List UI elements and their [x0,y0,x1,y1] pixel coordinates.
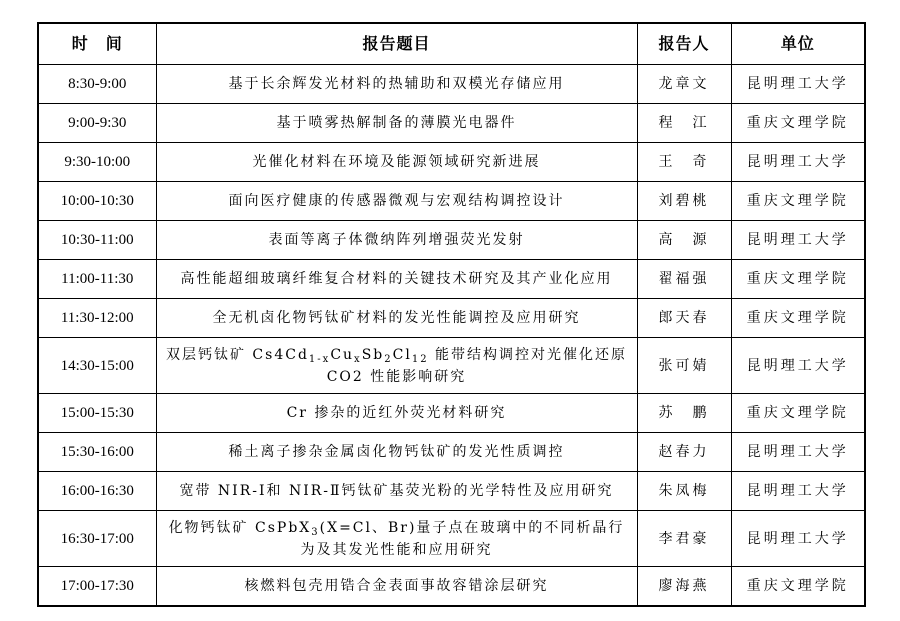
speaker-cell: 刘碧桃 [637,182,731,221]
speaker-cell: 高 源 [637,221,731,260]
table-row [38,260,865,299]
time-cell: 11:00-11:30 [38,260,156,299]
org-cell: 昆明理工大学 [731,338,865,394]
org-cell: 昆明理工大学 [731,433,865,472]
table-row [38,104,865,143]
time-cell: 10:30-11:00 [38,221,156,260]
title-text: Sb [361,346,385,363]
subscript: 1-x [308,353,331,365]
table-row [38,65,865,104]
header-org: 单位 [731,23,865,65]
title-text: Cu [330,346,355,363]
title-text: (X=Cl、Br)量子点在玻璃中的不同析晶行为及其发光性能和应用研究 [300,519,625,558]
table-row [38,299,865,338]
title-text: 双层钙钛矿 Cs4Cd [165,346,309,363]
org-cell: 重庆文理学院 [731,567,865,607]
table-row [38,338,865,394]
time-cell: 9:00-9:30 [38,104,156,143]
time-cell: 11:30-12:00 [38,299,156,338]
header-title: 报告题目 [156,23,637,65]
speaker-cell: 王 奇 [637,143,731,182]
speaker-cell: 程 江 [637,104,731,143]
speaker-cell: 翟福强 [637,260,731,299]
org-cell: 昆明理工大学 [731,143,865,182]
org-cell: 昆明理工大学 [731,221,865,260]
time-cell: 10:00-10:30 [38,182,156,221]
speaker-cell: 张可婧 [637,338,731,394]
time-cell: 17:00-17:30 [38,567,156,607]
org-cell: 昆明理工大学 [731,511,865,567]
org-cell: 昆明理工大学 [731,65,865,104]
title-text: Cl [392,346,412,363]
title-cell: Cr 掺杂的近红外荧光材料研究 [156,394,637,433]
title-text: 化物钙钛矿 CsPbX [168,519,312,536]
schedule-table [37,22,866,607]
title-cell [156,511,637,567]
time-cell: 14:30-15:00 [38,338,156,394]
title-cell [156,338,637,394]
title-cell: 稀土离子掺杂金属卤化物钙钛矿的发光性质调控 [156,433,637,472]
subscript: x [354,353,362,365]
header-row [38,23,865,65]
org-cell: 昆明理工大学 [731,472,865,511]
org-cell: 重庆文理学院 [731,394,865,433]
speaker-cell: 郎天春 [637,299,731,338]
subscript: 12 [411,353,429,365]
title-cell: 基于长余辉发光材料的热辅助和双模光存储应用 [156,65,637,104]
speaker-cell: 朱凤梅 [637,472,731,511]
time-cell: 8:30-9:00 [38,65,156,104]
org-cell: 重庆文理学院 [731,260,865,299]
table-row [38,394,865,433]
org-cell: 重庆文理学院 [731,182,865,221]
speaker-cell: 龙章文 [637,65,731,104]
header-speaker: 报告人 [637,23,731,65]
table-row [38,472,865,511]
time-cell: 9:30-10:00 [38,143,156,182]
table-row [38,433,865,472]
time-cell: 15:30-16:00 [38,433,156,472]
time-cell: 16:00-16:30 [38,472,156,511]
title-cell: 光催化材料在环境及能源领域研究新进展 [156,143,637,182]
table-row [38,221,865,260]
org-cell: 重庆文理学院 [731,104,865,143]
title-cell: 面向医疗健康的传感器微观与宏观结构调控设计 [156,182,637,221]
subscript: 3 [311,526,320,538]
table-row [38,182,865,221]
title-cell: 核燃料包壳用锆合金表面事故容错涂层研究 [156,567,637,607]
title-cell: 表面等离子体微纳阵列增强荧光发射 [156,221,637,260]
speaker-cell: 赵春力 [637,433,731,472]
table-row [38,511,865,567]
title-cell: 全无机卤化物钙钛矿材料的发光性能调控及应用研究 [156,299,637,338]
title-cell: 宽带 NIR-Ⅰ和 NIR-Ⅱ钙钛矿基荧光粉的光学特性及应用研究 [156,472,637,511]
speaker-cell: 廖海燕 [637,567,731,607]
table-row [38,143,865,182]
header-time: 时 间 [38,23,156,65]
time-cell: 16:30-17:00 [38,511,156,567]
table-row [38,567,865,607]
subscript: 2 [384,353,393,365]
speaker-cell: 苏 鹏 [637,394,731,433]
title-cell: 基于喷雾热解制备的薄膜光电器件 [156,104,637,143]
title-text: 能带结构调控对光催化还原 CO2 性能影响研究 [326,346,628,385]
speaker-cell: 李君豪 [637,511,731,567]
org-cell: 重庆文理学院 [731,299,865,338]
time-cell: 15:00-15:30 [38,394,156,433]
title-cell: 高性能超细玻璃纤维复合材料的关键技术研究及其产业化应用 [156,260,637,299]
